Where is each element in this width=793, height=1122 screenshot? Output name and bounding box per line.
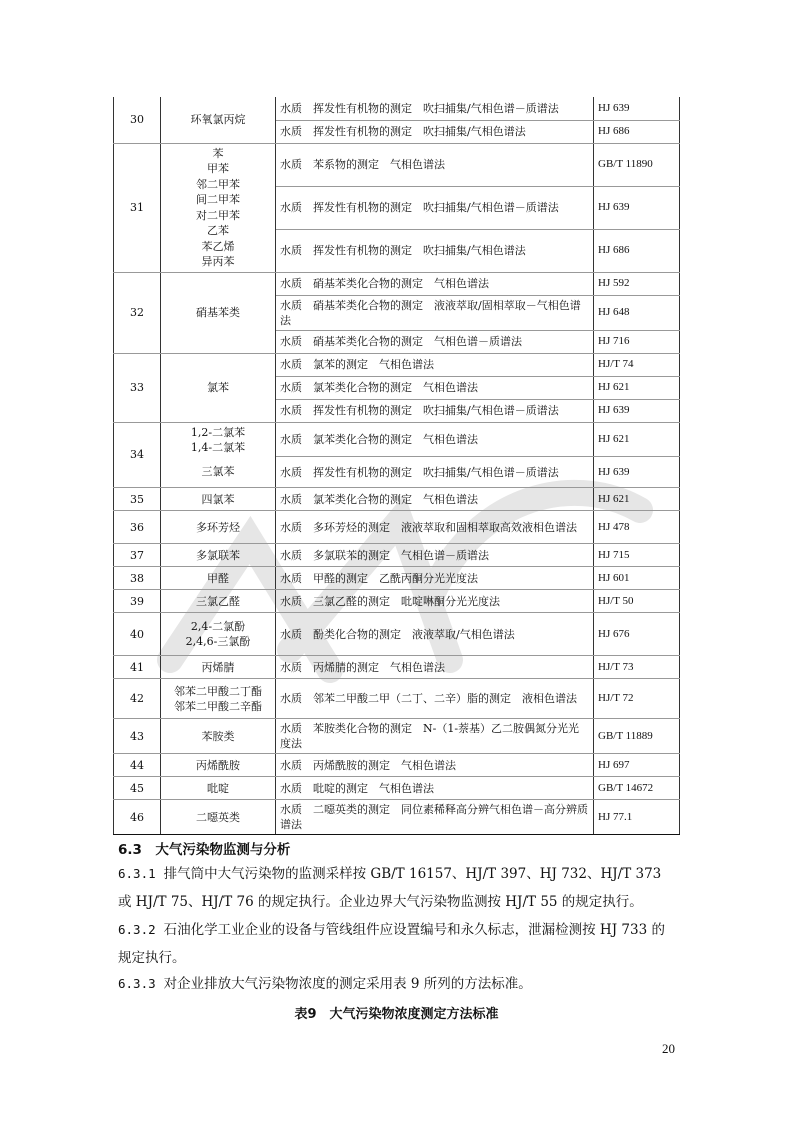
method-name: 水质 氯苯类化合物的测定 气相色谱法 bbox=[276, 422, 594, 457]
standard-code: HJ 621 bbox=[594, 376, 680, 399]
standard-code: GB/T 14672 bbox=[594, 777, 680, 800]
pollutant-name: 吡啶 bbox=[161, 777, 276, 800]
pollutant-name: 三氯苯 bbox=[161, 457, 276, 488]
standard-code: HJ/T 73 bbox=[594, 656, 680, 679]
pollutant-name: 邻苯二甲酸二丁酯 邻苯二甲酸二辛酯 bbox=[161, 679, 276, 719]
pollutant-name: 1,2-二氯苯 1,4-二氯苯 bbox=[161, 422, 276, 457]
standard-code: HJ 621 bbox=[594, 488, 680, 511]
standard-code: HJ 478 bbox=[594, 511, 680, 544]
method-name: 水质 挥发性有机物的测定 吹扫捕集/气相色谱－质谱法 bbox=[276, 399, 594, 422]
pollutant-name: 多环芳烃 bbox=[161, 511, 276, 544]
monitoring-methods-table bbox=[113, 97, 680, 835]
method-name: 水质 二噁英类的测定 同位素稀释高分辨气相色谱－高分辨质谱法 bbox=[276, 800, 594, 835]
table-row bbox=[114, 719, 680, 754]
clause-number: 6.3.3 bbox=[118, 976, 156, 991]
table-row bbox=[114, 353, 680, 376]
row-number: 33 bbox=[114, 353, 161, 422]
row-number: 46 bbox=[114, 800, 161, 835]
method-name: 水质 吡啶的测定 气相色谱法 bbox=[276, 777, 594, 800]
standard-code: HJ/T 50 bbox=[594, 590, 680, 613]
clause-number: 6.3.1 bbox=[118, 866, 156, 881]
table-row bbox=[114, 567, 680, 590]
row-number: 45 bbox=[114, 777, 161, 800]
standard-code: GB/T 11889 bbox=[594, 719, 680, 754]
table-row bbox=[114, 422, 680, 457]
pollutant-name: 2,4-二氯酚 2,4,6-三氯酚 bbox=[161, 613, 276, 656]
standard-code: HJ 716 bbox=[594, 330, 680, 353]
standard-code: HJ 676 bbox=[594, 613, 680, 656]
standard-code: HJ 639 bbox=[594, 399, 680, 422]
standard-code: HJ 621 bbox=[594, 422, 680, 457]
table-row bbox=[114, 511, 680, 544]
clause-text: 对企业排放大气污染物浓度的测定采用表 9 所列的方法标准。 bbox=[163, 976, 532, 992]
pollutant-name: 四氯苯 bbox=[161, 488, 276, 511]
standard-code: HJ 686 bbox=[594, 120, 680, 143]
table-row bbox=[114, 800, 680, 835]
pollutant-name: 多氯联苯 bbox=[161, 544, 276, 567]
standard-code: HJ 601 bbox=[594, 567, 680, 590]
table-row bbox=[114, 777, 680, 800]
row-number: 31 bbox=[114, 143, 161, 272]
method-name: 水质 丙烯酰胺的测定 气相色谱法 bbox=[276, 754, 594, 777]
standard-code: HJ 639 bbox=[594, 97, 680, 120]
clause-text: 排气筒中大气污染物的监测采样按 GB/T 16157、HJ/T 397、HJ 732、HJ/T 373 或 HJ/T 75、HJ/T 76 的规定执行。企业边界大气污染物监测按 HJ/T 55 的规定执行。 bbox=[118, 866, 662, 910]
standard-code: HJ 639 bbox=[594, 457, 680, 488]
table-row bbox=[114, 590, 680, 613]
table-row bbox=[114, 656, 680, 679]
row-number: 37 bbox=[114, 544, 161, 567]
table-row bbox=[114, 272, 680, 295]
row-number: 38 bbox=[114, 567, 161, 590]
row-number: 41 bbox=[114, 656, 161, 679]
method-name: 水质 硝基苯类化合物的测定 液液萃取/固相萃取－气相色谱法 bbox=[276, 295, 594, 330]
table-row bbox=[114, 97, 680, 120]
method-name: 水质 三氯乙醛的测定 吡啶啉酮分光光度法 bbox=[276, 590, 594, 613]
standard-code: HJ 639 bbox=[594, 186, 680, 229]
method-name: 水质 氯苯类化合物的测定 气相色谱法 bbox=[276, 376, 594, 399]
method-name: 水质 丙烯腈的测定 气相色谱法 bbox=[276, 656, 594, 679]
clause-number: 6.3.2 bbox=[118, 922, 156, 937]
standard-code: HJ 648 bbox=[594, 295, 680, 330]
method-name: 水质 挥发性有机物的测定 吹扫捕集/气相色谱法 bbox=[276, 120, 594, 143]
method-name: 水质 挥发性有机物的测定 吹扫捕集/气相色谱－质谱法 bbox=[276, 457, 594, 488]
method-name: 水质 苯系物的测定 气相色谱法 bbox=[276, 143, 594, 186]
row-number: 36 bbox=[114, 511, 161, 544]
row-number: 42 bbox=[114, 679, 161, 719]
row-number: 44 bbox=[114, 754, 161, 777]
paragraph-6-3-2 bbox=[118, 916, 678, 972]
method-name: 水质 硝基苯类化合物的测定 气相色谱－质谱法 bbox=[276, 330, 594, 353]
pollutant-name: 硝基苯类 bbox=[161, 272, 276, 353]
pollutant-name: 甲醛 bbox=[161, 567, 276, 590]
row-number: 34 bbox=[114, 422, 161, 488]
standard-code: HJ 697 bbox=[594, 754, 680, 777]
row-number: 43 bbox=[114, 719, 161, 754]
paragraph-6-3-3 bbox=[118, 970, 678, 998]
method-name: 水质 挥发性有机物的测定 吹扫捕集/气相色谱－质谱法 bbox=[276, 186, 594, 229]
method-name: 水质 挥发性有机物的测定 吹扫捕集/气相色谱法 bbox=[276, 229, 594, 272]
table-row bbox=[114, 754, 680, 777]
section-heading: 6.3 大气污染物监测与分析 bbox=[118, 842, 291, 858]
table-row bbox=[114, 544, 680, 567]
method-name: 水质 邻苯二甲酸二甲（二丁、二辛）脂的测定 液相色谱法 bbox=[276, 679, 594, 719]
table-caption: 表9 大气污染物浓度测定方法标准 bbox=[294, 1007, 499, 1022]
standard-code: HJ 592 bbox=[594, 272, 680, 295]
standard-code: HJ 77.1 bbox=[594, 800, 680, 835]
pollutant-name: 苯胺类 bbox=[161, 719, 276, 754]
method-name: 水质 氯苯的测定 气相色谱法 bbox=[276, 353, 594, 376]
standard-code: HJ 715 bbox=[594, 544, 680, 567]
pollutant-name: 丙烯酰胺 bbox=[161, 754, 276, 777]
standard-code: GB/T 11890 bbox=[594, 143, 680, 186]
method-name: 水质 氯苯类化合物的测定 气相色谱法 bbox=[276, 488, 594, 511]
pollutant-name: 苯 甲苯 邻二甲苯 间二甲苯 对二甲苯 乙苯 苯乙烯 异丙苯 bbox=[161, 143, 276, 272]
paragraph-6-3-1 bbox=[118, 860, 678, 916]
table-row bbox=[114, 613, 680, 656]
row-number: 35 bbox=[114, 488, 161, 511]
table-row bbox=[114, 488, 680, 511]
clause-text: 石油化学工业企业的设备与管线组件应设置编号和永久标志，泄漏检测按 HJ 733 的规定执行。 bbox=[118, 922, 665, 966]
method-name: 水质 多环芳烃的测定 液液萃取和固相萃取高效液相色谱法 bbox=[276, 511, 594, 544]
table-row bbox=[114, 143, 680, 186]
row-number: 40 bbox=[114, 613, 161, 656]
method-name: 水质 硝基苯类化合物的测定 气相色谱法 bbox=[276, 272, 594, 295]
pollutant-name: 环氧氯丙烷 bbox=[161, 97, 276, 143]
row-number: 39 bbox=[114, 590, 161, 613]
table-row bbox=[114, 457, 680, 488]
method-name: 水质 挥发性有机物的测定 吹扫捕集/气相色谱－质谱法 bbox=[276, 97, 594, 120]
standard-code: HJ/T 74 bbox=[594, 353, 680, 376]
method-name: 水质 酚类化合物的测定 液液萃取/气相色谱法 bbox=[276, 613, 594, 656]
page-number: 20 bbox=[662, 1041, 675, 1056]
pollutant-name: 氯苯 bbox=[161, 353, 276, 422]
method-name: 水质 甲醛的测定 乙酰丙酮分光光度法 bbox=[276, 567, 594, 590]
method-name: 水质 苯胺类化合物的测定 N-（1-萘基）乙二胺偶氮分光光度法 bbox=[276, 719, 594, 754]
table-row bbox=[114, 679, 680, 719]
pollutant-name: 丙烯腈 bbox=[161, 656, 276, 679]
standard-code: HJ 686 bbox=[594, 229, 680, 272]
row-number: 32 bbox=[114, 272, 161, 353]
standard-code: HJ/T 72 bbox=[594, 679, 680, 719]
method-name: 水质 多氯联苯的测定 气相色谱－质谱法 bbox=[276, 544, 594, 567]
row-number: 30 bbox=[114, 97, 161, 143]
pollutant-name: 三氯乙醛 bbox=[161, 590, 276, 613]
pollutant-name: 二噁英类 bbox=[161, 800, 276, 835]
